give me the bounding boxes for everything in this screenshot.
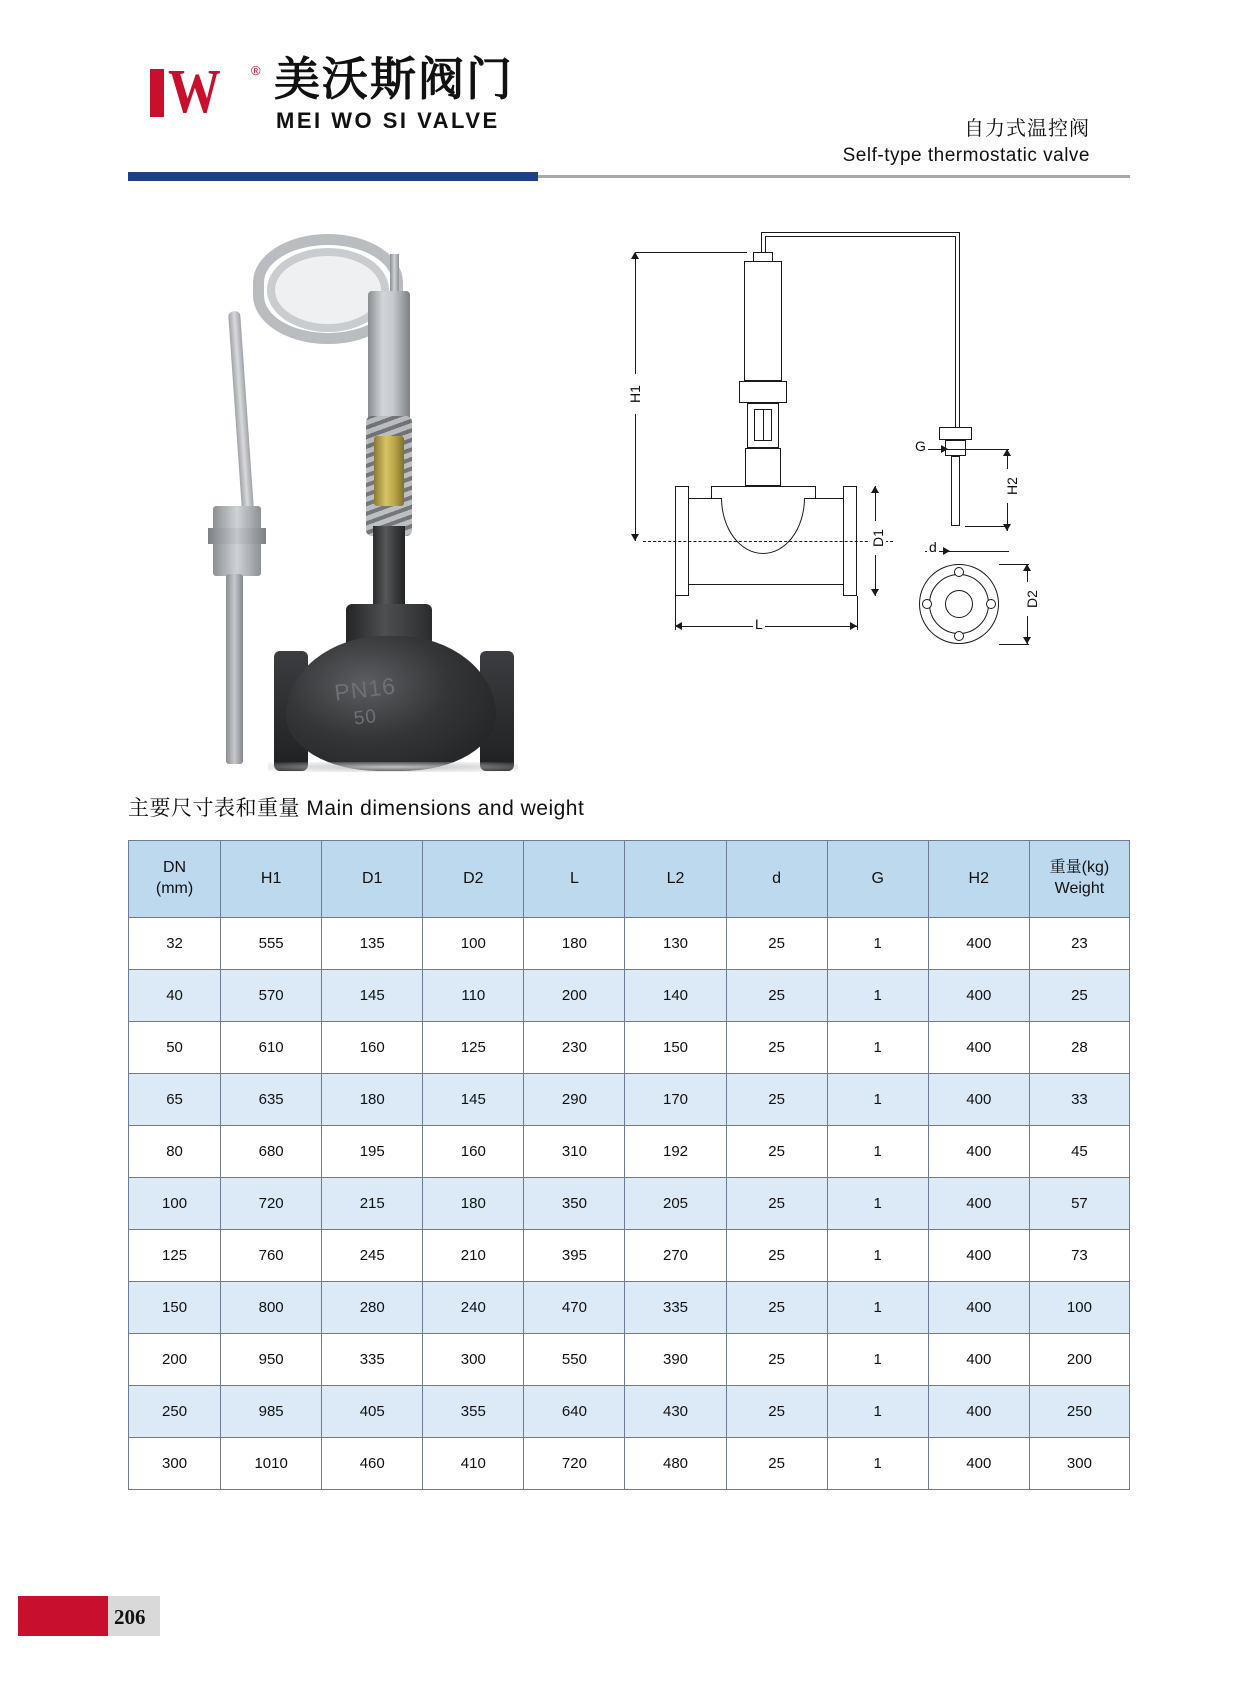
table-cell: 1 xyxy=(827,918,928,970)
table-cell: 460 xyxy=(322,1438,423,1490)
table-cell: 480 xyxy=(625,1438,726,1490)
product-title-en: Self-type thermostatic valve xyxy=(842,145,1090,166)
table-cell: 32 xyxy=(129,918,221,970)
table-cell: 23 xyxy=(1029,918,1129,970)
table-cell: 25 xyxy=(726,1386,827,1438)
table-cell: 140 xyxy=(625,970,726,1022)
brand-text xyxy=(274,52,514,134)
header-divider xyxy=(128,172,1130,181)
drawing-pipe-bottom xyxy=(689,584,843,585)
drawing-capillary-top2 xyxy=(765,236,955,237)
table-cell: 640 xyxy=(524,1386,625,1438)
table-row xyxy=(129,1022,1130,1074)
table-cell: 985 xyxy=(221,1386,322,1438)
logo-letter: W xyxy=(168,58,216,126)
drawing-actuator-cylinder xyxy=(744,261,782,381)
drawing-d2-ext-top xyxy=(999,564,1029,565)
table-cell: 1010 xyxy=(221,1438,322,1490)
header-divider-blue xyxy=(128,172,538,181)
table-cell: 720 xyxy=(524,1438,625,1490)
table-cell: 170 xyxy=(625,1074,726,1126)
table-cell: 25 xyxy=(726,1334,827,1386)
table-cell: 100 xyxy=(423,918,524,970)
table-cell: 300 xyxy=(423,1334,524,1386)
table-cell: 200 xyxy=(524,970,625,1022)
valve-pressure-rating: PN16 xyxy=(332,672,398,706)
valve-body-marking xyxy=(333,672,401,732)
table-cell: 125 xyxy=(423,1022,524,1074)
table-row xyxy=(129,918,1130,970)
brand-name-cn: 美沃斯阀门 xyxy=(274,52,514,106)
table-cell: 400 xyxy=(928,1022,1029,1074)
table-cell: 33 xyxy=(1029,1074,1129,1126)
table-cell: 280 xyxy=(322,1282,423,1334)
table-cell: 210 xyxy=(423,1230,524,1282)
table-cell: 240 xyxy=(423,1282,524,1334)
product-title-cn: 自力式温控阀 xyxy=(964,116,1090,140)
col-header-weight-line2: Weight xyxy=(1054,880,1105,897)
table-cell: 400 xyxy=(928,1386,1029,1438)
table-cell: 145 xyxy=(423,1074,524,1126)
drawing-d2-arrow-top xyxy=(1023,564,1031,571)
table-cell: 300 xyxy=(1029,1438,1129,1490)
drawing-seat-left xyxy=(711,486,712,498)
dimensions-table xyxy=(128,840,1130,1490)
table-cell: 25 xyxy=(1029,970,1129,1022)
table-cell: 135 xyxy=(322,918,423,970)
figures-area xyxy=(128,196,1130,776)
table-cell: 25 xyxy=(726,1022,827,1074)
drawing-bulb-fitting xyxy=(939,427,972,440)
table-cell: 1 xyxy=(827,1126,928,1178)
table-cell: 180 xyxy=(322,1074,423,1126)
table-cell: 230 xyxy=(524,1022,625,1074)
table-cell: 100 xyxy=(1029,1282,1129,1334)
brand-logo xyxy=(150,52,514,134)
drawing-capillary-down-right2 xyxy=(955,236,956,427)
col-header-weight-line1: 重量(kg) xyxy=(1049,859,1110,877)
table-caption-cn: 主要尺寸表和重量 xyxy=(128,796,300,820)
drawing-bolt-hole-bottom xyxy=(954,631,964,641)
drawing-bulb-nut xyxy=(945,440,966,456)
table-cell: 400 xyxy=(928,1230,1029,1282)
table-cell: 300 xyxy=(129,1438,221,1490)
table-cell: 430 xyxy=(625,1386,726,1438)
table-row xyxy=(129,1386,1130,1438)
drawing-label-d1: D1 xyxy=(870,521,886,555)
table-cell: 800 xyxy=(221,1282,322,1334)
table-cell: 150 xyxy=(129,1282,221,1334)
valve-size-marking: 50 xyxy=(352,705,379,730)
drawing-label-d2: D2 xyxy=(1024,582,1040,616)
table-cell: 1 xyxy=(827,1386,928,1438)
table-cell: 1 xyxy=(827,1074,928,1126)
table-cell: 25 xyxy=(726,1438,827,1490)
table-cell: 1 xyxy=(827,1230,928,1282)
drawing-body-bowl xyxy=(721,498,805,554)
table-cell: 410 xyxy=(423,1438,524,1490)
table-cell: 25 xyxy=(726,1178,827,1230)
header-divider-grey xyxy=(538,175,1130,178)
col-header-d2: D2 xyxy=(423,841,524,918)
table-cell: 1 xyxy=(827,1282,928,1334)
drawing-bulb-stem xyxy=(951,456,960,526)
brass-adjuster xyxy=(374,436,404,506)
drawing-bolt-hole-right xyxy=(986,599,996,609)
drawing-l-ext-right xyxy=(857,596,858,630)
drawing-label-d: d xyxy=(929,539,937,555)
table-row xyxy=(129,1438,1130,1490)
drawing-label-l: L xyxy=(755,616,763,632)
table-cell: 100 xyxy=(129,1178,221,1230)
table-cell: 1 xyxy=(827,1438,928,1490)
registered-mark: ® xyxy=(251,63,261,78)
table-cell: 195 xyxy=(322,1126,423,1178)
col-header-dn-line2: (mm) xyxy=(155,880,194,897)
table-cell: 50 xyxy=(129,1022,221,1074)
col-header-h2: H2 xyxy=(928,841,1029,918)
table-cell: 25 xyxy=(726,1230,827,1282)
table-row xyxy=(129,1178,1130,1230)
table-cell: 57 xyxy=(1029,1178,1129,1230)
table-cell: 310 xyxy=(524,1126,625,1178)
table-cell: 270 xyxy=(625,1230,726,1282)
drawing-bolt-hole-top xyxy=(954,567,964,577)
drawing-flange-bore xyxy=(945,590,973,618)
table-caption-en: Main dimensions and weight xyxy=(300,797,585,820)
sensor-bulb xyxy=(226,574,243,764)
table-row xyxy=(129,1074,1130,1126)
drawing-h1-arrow-top xyxy=(631,252,639,259)
table-cell: 610 xyxy=(221,1022,322,1074)
table-cell: 145 xyxy=(322,970,423,1022)
drawing-l-arrow-left xyxy=(675,622,682,630)
drawing-label-g: G xyxy=(915,438,926,454)
table-cell: 1 xyxy=(827,970,928,1022)
logo-red-bar xyxy=(150,69,164,117)
footer-red-block xyxy=(18,1596,108,1636)
table-cell: 28 xyxy=(1029,1022,1129,1074)
table-cell: 200 xyxy=(1029,1334,1129,1386)
table-cell: 25 xyxy=(726,1282,827,1334)
table-cell: 1 xyxy=(827,1178,928,1230)
table-cell: 760 xyxy=(221,1230,322,1282)
table-cell: 400 xyxy=(928,1126,1029,1178)
table-row xyxy=(129,1230,1130,1282)
table-cell: 180 xyxy=(524,918,625,970)
col-header-d1: D1 xyxy=(322,841,423,918)
capillary-tube xyxy=(228,311,254,511)
table-cell: 110 xyxy=(423,970,524,1022)
drawing-d2-ext-bottom xyxy=(999,644,1029,645)
dimensions-table-body xyxy=(129,918,1130,1490)
col-header-dn xyxy=(129,841,221,918)
table-row xyxy=(129,1334,1130,1386)
drawing-body-top xyxy=(711,486,815,487)
table-cell: 400 xyxy=(928,1074,1029,1126)
table-cell: 200 xyxy=(129,1334,221,1386)
table-cell: 250 xyxy=(1029,1386,1129,1438)
drawing-h2-ext-bottom xyxy=(965,526,1009,527)
table-cell: 635 xyxy=(221,1074,322,1126)
table-cell: 335 xyxy=(322,1334,423,1386)
drawing-g-arrow-right xyxy=(941,445,948,453)
table-cell: 400 xyxy=(928,918,1029,970)
table-cell: 245 xyxy=(322,1230,423,1282)
col-header-d: d xyxy=(726,841,827,918)
valve-product-photo xyxy=(168,196,598,766)
table-caption xyxy=(128,792,584,822)
table-cell: 250 xyxy=(129,1386,221,1438)
table-cell: 400 xyxy=(928,1334,1029,1386)
table-cell: 390 xyxy=(625,1334,726,1386)
drawing-seat-right xyxy=(815,486,816,498)
table-cell: 25 xyxy=(726,970,827,1022)
drawing-h1-arrow-bottom xyxy=(631,534,639,541)
drawing-l-arrow-right xyxy=(850,622,857,630)
table-cell: 720 xyxy=(221,1178,322,1230)
table-cell: 1 xyxy=(827,1334,928,1386)
col-header-l2: L2 xyxy=(625,841,726,918)
drawing-d1-arrow-bottom xyxy=(871,589,879,596)
table-cell: 160 xyxy=(322,1022,423,1074)
col-header-weight xyxy=(1029,841,1129,918)
table-cell: 335 xyxy=(625,1282,726,1334)
table-cell: 350 xyxy=(524,1178,625,1230)
drawing-bonnet xyxy=(745,448,781,486)
table-cell: 45 xyxy=(1029,1126,1129,1178)
table-cell: 150 xyxy=(625,1022,726,1074)
table-cell: 550 xyxy=(524,1334,625,1386)
photo-shadow xyxy=(268,762,518,772)
table-cell: 290 xyxy=(524,1074,625,1126)
table-cell: 130 xyxy=(625,918,726,970)
drawing-d1-arrow-top xyxy=(871,486,879,493)
table-cell: 405 xyxy=(322,1386,423,1438)
table-cell: 1 xyxy=(827,1022,928,1074)
table-cell: 125 xyxy=(129,1230,221,1282)
drawing-d-arrow-right xyxy=(943,547,950,555)
table-cell: 73 xyxy=(1029,1230,1129,1282)
col-header-h1: H1 xyxy=(221,841,322,918)
table-cell: 40 xyxy=(129,970,221,1022)
table-cell: 680 xyxy=(221,1126,322,1178)
table-row xyxy=(129,1282,1130,1334)
drawing-h1-ext-top xyxy=(635,252,747,253)
product-title xyxy=(843,112,1090,167)
drawing-actuator-cap xyxy=(753,252,773,262)
drawing-l-line xyxy=(675,626,857,627)
table-cell: 205 xyxy=(625,1178,726,1230)
table-cell: 400 xyxy=(928,1438,1029,1490)
table-cell: 65 xyxy=(129,1074,221,1126)
drawing-center-line xyxy=(643,541,893,542)
table-cell: 160 xyxy=(423,1126,524,1178)
col-header-g: G xyxy=(827,841,928,918)
sensor-bulb-fitting xyxy=(213,506,261,576)
table-header-row xyxy=(129,841,1130,918)
table-cell: 25 xyxy=(726,1074,827,1126)
table-cell: 950 xyxy=(221,1334,322,1386)
table-cell: 395 xyxy=(524,1230,625,1282)
drawing-label-h1: H1 xyxy=(627,374,643,414)
valve-technical-drawing xyxy=(613,206,1133,706)
page-footer xyxy=(0,1596,1258,1642)
drawing-bolt-hole-left xyxy=(922,599,932,609)
table-cell: 400 xyxy=(928,1282,1029,1334)
drawing-d2-arrow-bottom xyxy=(1023,637,1031,644)
table-cell: 180 xyxy=(423,1178,524,1230)
drawing-capillary-down-right xyxy=(959,232,960,427)
drawing-label-h2: H2 xyxy=(1004,469,1020,503)
brand-name-en: MEI WO SI VALVE xyxy=(276,108,500,133)
drawing-actuator-collar xyxy=(739,381,787,403)
drawing-capillary-top xyxy=(761,232,959,233)
table-cell: 80 xyxy=(129,1126,221,1178)
table-cell: 400 xyxy=(928,1178,1029,1230)
table-cell: 555 xyxy=(221,918,322,970)
table-cell: 355 xyxy=(423,1386,524,1438)
drawing-stem xyxy=(763,409,764,441)
col-header-dn-line1: DN xyxy=(162,859,187,877)
table-row xyxy=(129,1126,1130,1178)
page-header xyxy=(0,0,1258,166)
table-cell: 25 xyxy=(726,1126,827,1178)
table-cell: 215 xyxy=(322,1178,423,1230)
col-header-l: L xyxy=(524,841,625,918)
table-row xyxy=(129,970,1130,1022)
table-cell: 400 xyxy=(928,970,1029,1022)
table-cell: 25 xyxy=(726,918,827,970)
table-cell: 570 xyxy=(221,970,322,1022)
table-cell: 192 xyxy=(625,1126,726,1178)
logo-mark-icon xyxy=(150,55,270,127)
drawing-h2-arrow-top xyxy=(1003,449,1011,456)
page-number: 206 xyxy=(114,1605,146,1629)
table-cell: 470 xyxy=(524,1282,625,1334)
drawing-l-ext-left xyxy=(675,596,676,630)
